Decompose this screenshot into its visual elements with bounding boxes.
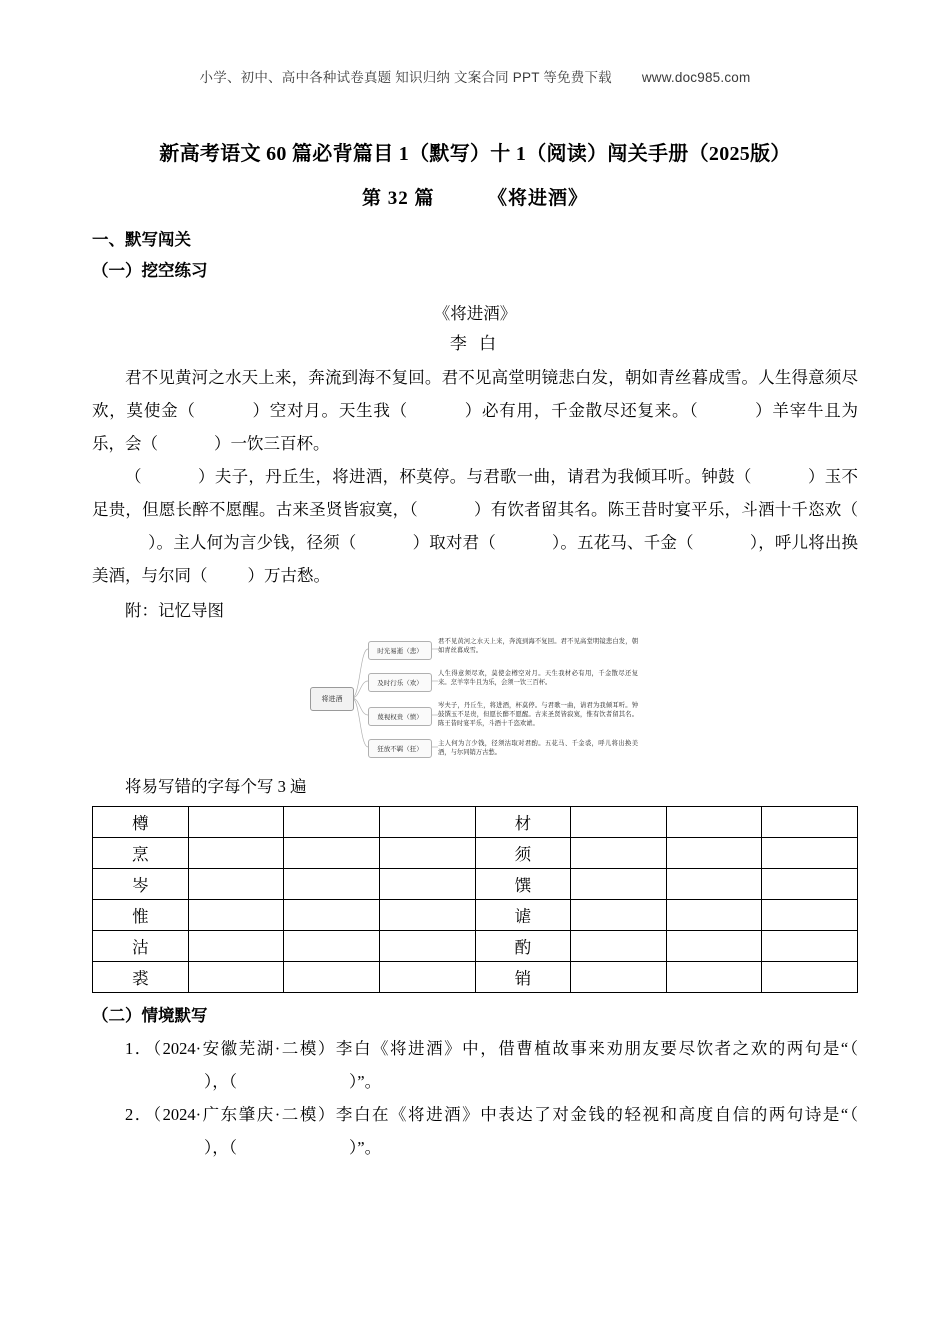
practice-cell[interactable] [284, 807, 380, 838]
mindmap-text-1: 君不见黄河之水天上来，奔流到海不复回。君不见高堂明镜悲白发，朝如青丝暮成雪。 [438, 637, 638, 654]
question-2-text-b: ），（ [204, 1138, 237, 1158]
practice-cell[interactable] [571, 931, 667, 962]
header-note-text: 小学、初中、高中各种试卷真题 知识归纳 文案合同 PPT 等免费下载 [199, 70, 612, 85]
mindmap-figure [92, 635, 858, 763]
practice-cell[interactable] [666, 962, 762, 993]
practice-cell[interactable] [188, 838, 284, 869]
section-heading-1a: （一）挖空练习 [92, 261, 208, 281]
char-cell-right: 酌 [475, 931, 571, 962]
section-heading-1b: （二）情境默写 [92, 1006, 208, 1026]
practice-cell[interactable] [379, 962, 475, 993]
chapter-subtitle [92, 183, 858, 210]
practice-cell[interactable] [762, 962, 858, 993]
question-2-number: 2． [125, 1105, 153, 1125]
practice-cell[interactable] [188, 807, 284, 838]
poem-p2-g: ）。五花马、千金（ [551, 532, 694, 552]
practice-cell[interactable] [571, 838, 667, 869]
poem-p2-d: ）有饮者留其名。陈王昔时宴平乐，斗酒十千恣欢（ [473, 499, 859, 519]
char-cell-left: 裘 [93, 962, 189, 993]
table-row [93, 807, 858, 838]
poem-p1-b: ）空对月。天生我（ [251, 400, 408, 420]
practice-cell[interactable] [571, 807, 667, 838]
char-cell-left: 惟 [93, 900, 189, 931]
mindmap-node-4: 狂放不羁（狂） [368, 739, 432, 758]
mindmap-center-node: 将进酒 [310, 687, 354, 711]
char-cell-left: 烹 [93, 838, 189, 869]
mindmap-text-4: 主人何为言少钱，径须沽取对君酌。五花马、千金裘，呼儿将出换美酒，与尔同销万古愁。 [438, 739, 638, 756]
poem-p2-e: ）。主人何为言少钱，径须（ [148, 532, 357, 552]
char-cell-left: 樽 [93, 807, 189, 838]
question-1 [92, 1032, 858, 1098]
mindmap-canvas [310, 635, 640, 763]
question-1-number: 1． [125, 1039, 153, 1059]
question-2-text-a: （2024·广东肇庆·二模）李白在《将进酒》中表达了对金钱的轻视和高度自信的两句诗是“（ [152, 1105, 858, 1125]
chapter-number: 第 32 篇 [361, 188, 435, 209]
practice-cell[interactable] [379, 869, 475, 900]
poem-p1-d: ）羊宰牛且为乐，会（ [92, 400, 859, 453]
practice-cell[interactable] [188, 900, 284, 931]
poem-p2-a: （ [125, 466, 142, 486]
practice-cell[interactable] [571, 900, 667, 931]
question-1-text-b: ），（ [204, 1072, 237, 1092]
page-header-note [92, 0, 858, 86]
poem-p1-a: 君不见黄河之水天上来，奔流到海不复回。君不见高堂明镜悲白发，朝如青丝暮成雪。人生得意须尽欢，莫使金（ [92, 367, 858, 420]
char-cell-left: 沽 [93, 931, 189, 962]
attachment-label: 附：记忆导图 [125, 600, 224, 620]
practice-cell[interactable] [379, 931, 475, 962]
header-site-url: www.doc985.com [641, 70, 751, 85]
practice-cell[interactable] [188, 869, 284, 900]
practice-cell[interactable] [666, 900, 762, 931]
table-row [93, 962, 858, 993]
mindmap-node-2: 及时行乐（欢） [368, 673, 432, 692]
char-cell-right: 材 [475, 807, 571, 838]
poem-p2-b: ）夫子，丹丘生，将进酒，杯莫停。与君歌一曲，请君为我倾耳听。钟鼓（ [197, 466, 752, 486]
char-cell-right: 须 [475, 838, 571, 869]
practice-cell[interactable] [379, 838, 475, 869]
poem-p1-c: ）必有用，千金散尽还复来。（ [463, 400, 699, 420]
poem-title: 《将进酒》 [433, 303, 517, 323]
practice-cell[interactable] [188, 931, 284, 962]
poem-p2-f: ）取对君（ [412, 532, 496, 552]
char-cell-right: 谑 [475, 900, 571, 931]
practice-cell[interactable] [762, 869, 858, 900]
practice-cell[interactable] [379, 900, 475, 931]
practice-cell[interactable] [762, 838, 858, 869]
poem-paragraph-2 [92, 460, 858, 592]
question-2 [92, 1098, 858, 1164]
practice-cell[interactable] [284, 962, 380, 993]
practice-cell[interactable] [571, 869, 667, 900]
practice-cell[interactable] [284, 869, 380, 900]
poem-paragraph-1 [92, 361, 858, 460]
poem-p1-e: ）一饮三百杯。 [214, 433, 330, 453]
table-row [93, 838, 858, 869]
char-cell-right: 馔 [475, 869, 571, 900]
question-2-text-c: ）”。 [349, 1138, 382, 1158]
table-row [93, 869, 858, 900]
table-row [93, 931, 858, 962]
practice-cell[interactable] [666, 869, 762, 900]
practice-cell[interactable] [666, 838, 762, 869]
character-practice-table [92, 806, 858, 993]
practice-cell[interactable] [666, 807, 762, 838]
chapter-poem-name: 《将进酒》 [488, 188, 589, 209]
practice-cell[interactable] [284, 900, 380, 931]
poem-author: 李 白 [449, 334, 501, 354]
question-1-text-c: ）”。 [349, 1072, 382, 1092]
practice-cell[interactable] [666, 931, 762, 962]
mindmap-text-3: 岑夫子，丹丘生，将进酒，杯莫停。与君歌一曲，请君为我倾耳听。钟鼓馔玉不足贵，但愿长醉不愿醒。古来圣贤皆寂寞，惟有饮者留其名。陈王昔时宴平乐，斗酒十千恣欢谑。 [438, 701, 638, 727]
practice-cell[interactable] [571, 962, 667, 993]
practice-cell[interactable] [379, 807, 475, 838]
practice-cell[interactable] [762, 931, 858, 962]
practice-cell[interactable] [762, 807, 858, 838]
page-title: 新高考语文 60 篇必背篇目 1（默写）十 1（阅读）闯关手册（2025版） [159, 143, 791, 165]
poem-p2-h: ），呼儿将出换美酒，与尔同（ [92, 532, 859, 585]
mindmap-text-2: 人生得意须尽欢，莫使金樽空对月。天生我材必有用，千金散尽还复来。烹羊宰牛且为乐，会须一饮三百杯。 [438, 669, 638, 686]
practice-cell[interactable] [188, 962, 284, 993]
practice-cell[interactable] [284, 838, 380, 869]
section-heading-1: 一、默写闯关 [92, 230, 191, 249]
poem-p2-i: ）万古愁。 [247, 565, 330, 585]
mindmap-node-1: 时光易逝（悲） [368, 641, 432, 660]
poem-p2-c: ）玉不足贵，但愿长醉不愿醒。古来圣贤皆寂寞，（ [92, 466, 859, 519]
practice-cell[interactable] [762, 900, 858, 931]
table-row [93, 900, 858, 931]
practice-note: 将易写错的字每个写 3 遍 [125, 776, 307, 796]
char-cell-left: 岑 [93, 869, 189, 900]
practice-cell[interactable] [284, 931, 380, 962]
char-cell-right: 销 [475, 962, 571, 993]
question-1-text-a: （2024·安徽芜湖·二模）李白《将进酒》中，借曹植故事来劝朋友要尽饮者之欢的两句是“（ [152, 1039, 858, 1059]
mindmap-node-3: 蔑视权贵（愤） [368, 707, 432, 726]
